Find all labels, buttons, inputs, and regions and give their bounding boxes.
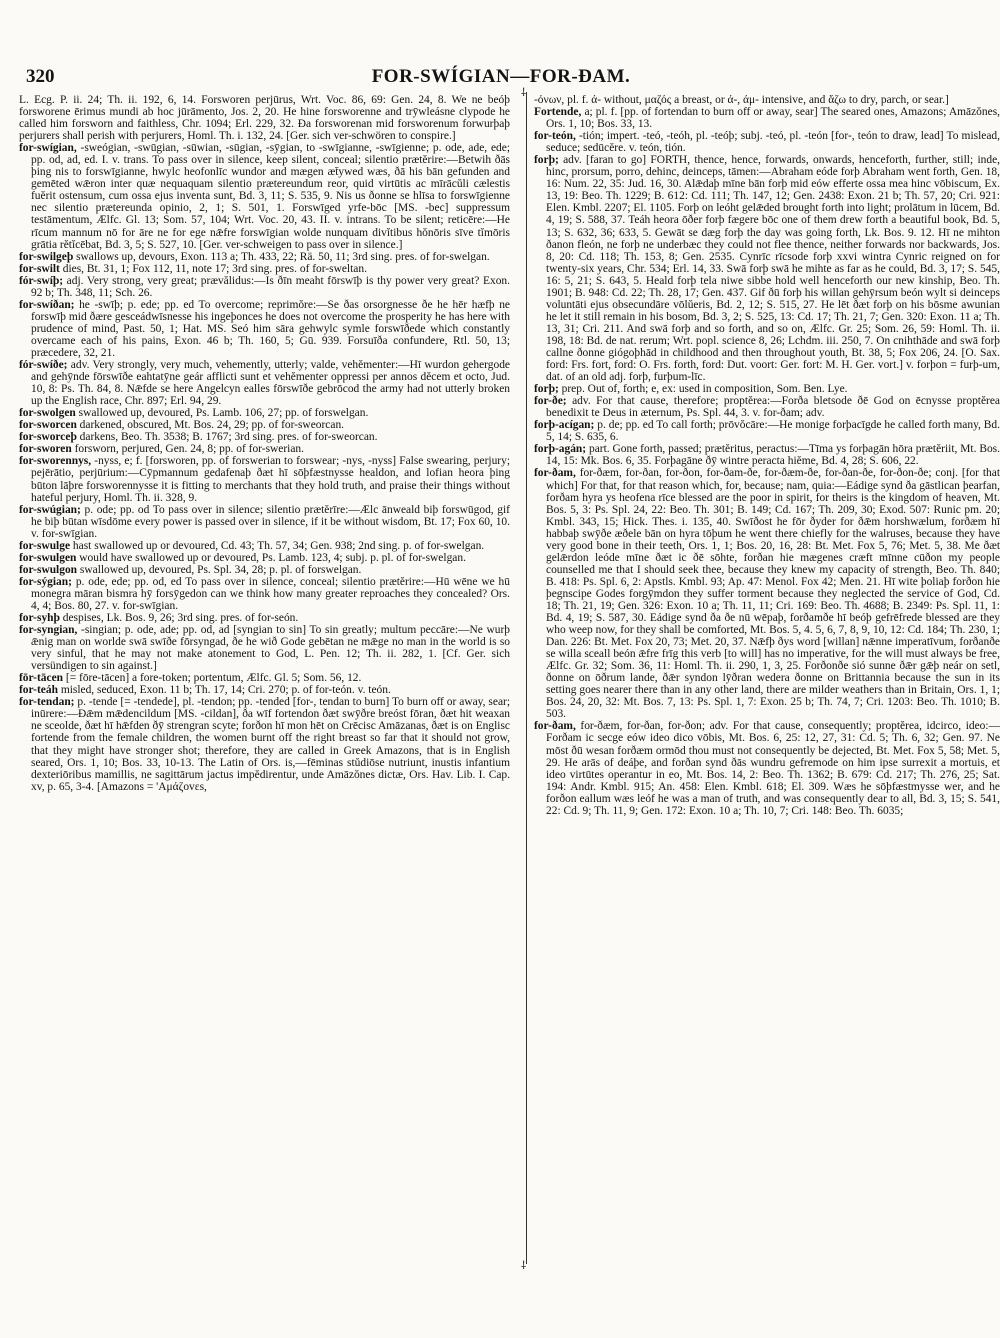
entry-text: -όνων, pl. f. ά- without, μαζός a breast, or ά-, άμ- intensive, and ἅζω to dry, parch, or sear.] [534, 94, 949, 106]
column-rule-bottom-ornament: ⸸ [521, 1260, 527, 1272]
entry-text: for-ðæm, for-ðan, for-ðon, for-ðam-ðe, for-ðæm-ðe, for-ðan-ðe, for-ðon-ðe; conj. [for that which] For that, for that reason which, for, because; nam, quia:—Eádige synd ða gāstlican þearfan, forðam hyra ys heofena rīce blessed are the poor in spirit, for theirs is the kingdom of heaven, Mt. Bos. 5, 3: Ps. Spl. 24, 22: Beo. Th. 301; B. 149; Cd. 167; Th. 209, 30; Exod. 507: Runic pm. 20; Kmbl. 343, 15; Hick. Thes. i. 135, 40. Swīðost he fōr ðyder for ðǣm horshwælum, forðæm hī habbaþ swȳðe æðele bān on hyra tōþum he went there chiefly for the walruses, because they have very good bone in their teeth, Ors. 1, 1; Bos. 20, 16, 28: Bt. Met. Fox 5, 76; Met. 5, 38. Me ðæt gelǣrdon leóde mīne ðæt ic ðē sōhte, forðan hie mægenes cræft mīnne cūðon my people counselled me that I should seek thee, because they knew my capacity of strength, Beo. Th. 840; B. 418: Ps. Spl. 6, 2: Apstls. Kmbl. 93; Ap. 47: Menol. Fox 42; Men. 21. Hī wite þoliaþ forðon hie þegnscipe Godes forgȳmdon they suffer torment because they neglected the service of God, Cd. 18; Th. 21, 19; Gen. 326: Exon. 10 a; Th. 11, 11; Cri. 169: Beo. Th. 4688; B. 2349: Ps. Spl. 11, 1: Bd. 4, 19; S. 587, 30. Eádige synd ða ðe nū wēpaþ, forðamðe hī beóþ gefrēfrede blessed are they who weep now, for they shall be comforted, Mt. Bos. 5, 4. 5, 6, 7, 8, 9, 10, 12: Cd. 184; Th. 230, 1; Dan. 226: Bt. Met. Fox 20, 73; Met. 20, 37. Nǣfþ ðys word [willan] nǣnne imperatīvum, forðanðe se willa sceall beón ǣfre frīg this verb [to will] has no imperative, for the will must always be free, Ælfc. Gr. 32; Som. 36, 11: Homl. Th. ii. 290, 1, 3, 25. Forðonðe sió sunne ðǣr gǣþ neár on setl, ðonne on ōðrum lande, ðǣr syndon lȳðran wedera ðonne on Brittannia because the sun in its setting goes nearer there than in any other land, there are milder weathers than in Britain, Ors. 1, 1; Bos. 24, 20, 32: Mt. Bos. 7, 13: Ps. Spl. 1, 7: Exon. 25 b; Th. 74, 7; Cri. 1203: Beo. Th. 1010; B. 503. [546, 467, 1000, 721]
entry-headword: for-swígian, [19, 142, 77, 155]
dictionary-entry [534, 154, 1000, 383]
entry-text: for-ðæm, for-ðan, for-ðon; adv. For that cause, consequently; proptĕrea, idcirco, ideo:—Forðam ic secge eów ideo dico vōbis, Mt. Bos. 6, 25: 12, 27, 31: Cd. 5; Th. 6, 32; Gen. 97. Ne mōst ðū wesan forðæm ormōd thou must not consequently be dejected, Bt. Met. Fox 5, 58; Met. 5, 29. He arās of deáþe, and forðan synd ðās wundru gefremode on him ipse surrexit a mortuis, et ideo virtūtes operantur in eo, Mt. Bos. 14, 2: Beo. Th. 1362; B. 679: Cd. 217; Th. 276, 25; Sat. 194: Andr. Kmbl. 915; An. 458: Elen. Kmbl. 618; El. 309. Wæs he sōþfæstmysse wer, and he forðon eallum wæs leóf he was a man of truth, and was consequently dear to all, Bd. 3, 15; S. 541, 22: Cd. 9; Th. 11, 9; Gen. 172: Exon. 10 a; Th. 10, 7; Cri. 148: Beo. Th. 6035; [546, 720, 1000, 817]
dictionary-entry [19, 142, 510, 250]
dictionary-entry [534, 383, 1000, 395]
dictionary-entry [19, 251, 510, 263]
entry-headword: for-tendan; [19, 696, 75, 709]
entry-text: swallowed up, devoured, Ps. Lamb. 106, 27; pp. of forswelgan. [78, 407, 369, 420]
dictionary-entry [19, 576, 510, 612]
entry-text: adj. Very strong, very great; prævălidus:—Is ðīn meaht fōrswīþ is thy power very great? Exon. 92 b; Th. 348, 11; Sch. 26. [31, 274, 510, 299]
entry-headword: for-syhþ [19, 612, 60, 625]
entry-text: swallowed up, devoured, Ps. Spl. 34, 28; p. pl. of forswelgan. [79, 563, 362, 576]
entry-headword: fór-swíðe; [19, 359, 68, 372]
entry-text: adv. [faran to go] FORTH, thence, hence, forwards, onwards, henceforth, further, still; inde, hinc, prorsum, porro, dehinc, deinceps, tāmen:—Abraham eóde forþ Abraham went forth, Gen. 18, 16: Num. 22, 35: Jud. 16, 30. Alǣdaþ mīne bān forþ mid eów efferte ossa mea hinc vōbiscum, Ex. 13, 19: Beo. Th. 1229; B. 612: Cd. 111; Th. 147, 12; Gen. 2438: Exon. 21 b; Th. 57, 20; Cri. 921: Elen. Kmbl. 2207; El. 1105. Forþ on leóht gelǣded brought forth into light; prolātum in lūcem, Bd. 4, 19; S. 588, 37. Teáh heora ōðer forþ fægere bōc one of them drew forth a beautiful book, Bd. 5, 13; S. 632, 36; 633, 5. Gewāt se dæg forþ the day was going forth, Lk. Bos. 9. 12. Hī ne mihton ðanon fleón, ne forþ ne underbæc they could not flee thence, neither forwards nor backwards, Jos. 8, 20: Cd. 118; Th. 153, 8; Gen. 2535. Cynrīc rīcsode forþ xxvi wintra Cynric reigned on for twenty-six years, Chr. 534; Erl. 14, 33. Swā forþ swā he mihte as far as he could, Bd. 3, 17; S. 545, 16: 5, 21; S. 643, 5. Heald forþ tela niwe sibbe hold well henceforth our new kinship, Beo. Th. 1901; B. 948: Cd. 22; Th. 28, 17; Gen. 437. Gif ðū forþ his willan gehȳrsum beón wylt si deinceps voluntāti ejus obsecundāre vōlŭeris, Bd. 2, 12; S. 515, 27. He lēt ðæt forþ on his bōsme awunian he let it still remain in his bosom, Bd. 3, 2; S. 525, 13: Cd. 17; Th. 21, 7; Gen. 320: Exon. 11 a; Th. 13, 31; Cri. 211. And swā forþ and so forth, and so on, Ælfc. Gr. 25; Som. 26, 59: Homl. Th. ii. 198, 18: Bd. de nat. rerum; Wrt. popl. science 8, 26; Lchdm. iii. 250, 7. On cnihthāde and swā forþ callne ðonne giógoþhād in childhood and then throughout youth, Bt. 38, 5; Fox 206, 24. [O. Sax. ford: Frs. fort, ford: O. Frs. forth, ford: Dut. voort: Ger. fort: M. H. Ger. vort.] v. forþon = furþ-um, dat. of an old adj. forþ, furþum-līc. [546, 154, 1000, 384]
entry-headword: forþ; [534, 383, 559, 396]
entry-headword: Fortende, [534, 106, 582, 119]
dictionary-entry [19, 696, 510, 792]
entry-text: forsworn, perjured, Gen. 24, 8; pp. of for-swerian. [74, 443, 305, 456]
dictionary-entry [19, 552, 510, 564]
entry-headword: for-teón, [534, 130, 576, 143]
entry-text: prep. Out of, forth; e, ex: used in composition, Som. Ben. Lye. [561, 383, 848, 396]
dictionary-entry [534, 720, 1000, 816]
column-rule [526, 92, 527, 1264]
running-head: FOR-SWÍGIAN—FOR-ÐAM. [371, 66, 631, 87]
entry-text: misled, seduced, Exon. 11 b; Th. 17, 14; Cri. 270; p. of for-teón. v. teón. [60, 684, 391, 697]
entry-headword: for-swulgen [19, 551, 77, 564]
entry-headword: for-teáh [19, 684, 58, 697]
entry-text: darkens, Beo. Th. 3538; B. 1767; 3rd sing. pres. of for-sweorcan. [79, 431, 378, 444]
entry-continuation [534, 94, 1000, 106]
entry-headword: for-sworennys, [19, 455, 92, 468]
entry-headword: for-syngian, [19, 624, 78, 637]
entry-text: [= fōre-tācen] a fore-token; portentum, Ælfc. Gl. 5; Som. 56, 12. [65, 672, 362, 685]
entry-text: p. ode; pp. od To pass over in silence; silentio prætĕrīre:—Ælc ānweald biþ forswūgod, gif he biþ būtan wīsdōme every power is passed over in silence, if it be without wisdom, Bt. 17; Fox 60, 10. v. for-swīgian. [31, 503, 510, 540]
dictionary-entry [19, 299, 510, 359]
entry-text: would have swallowed up or devoured, Ps. Lamb. 123, 4; subj. p. pl. of for-swelgan. [79, 551, 466, 564]
dictionary-entry [19, 684, 510, 696]
dictionary-entry [19, 612, 510, 624]
dictionary-entry [19, 359, 510, 407]
entry-headword: for-sworen [19, 443, 72, 456]
left-column [19, 94, 510, 793]
entry-text: -singian; p. ode, ade; pp. od, ad [syngian to sin] To sin greatly; multum peccāre:—Ne wurþ ǣnig man on worlde swā swīðe fōrsyngad, ðe he wið Gode gebētan ne mǣge no man in the world is so very sinful, that he may not make atonement to God, L. Pen. 12; Th. ii. 282, 1. [Cf. Ger. sich versündigen to sin against.] [31, 624, 511, 673]
column-rule-top-ornament: ⸸ [521, 87, 527, 99]
entry-headword: for-ðam, [534, 467, 576, 480]
entry-text: adv. Very strongly, very much, vehemently, utterly; valde, vehĕmenter:—Hī wurdon gehergode and gehȳnde fōrswīðe eahtatȳne geár afflicti sunt et vehĕmenter oppressi per annos dĕcem et octo, Jud. 10, 8: Ps. Th. 84, 8. Nǣfde se here Angelcyn ealles fōrswīðe gebrōcod the army had not utterly broken up the English race, Chr. 897; Erl. 94, 29. [31, 359, 510, 408]
dictionary-entry [534, 106, 1000, 130]
entry-text: a; pl. f. [pp. of fortendan to burn off or away, sear] The seared ones, Amazons; Amāzŏnes, Ors. 1, 10; Bos. 33, 13. [546, 106, 1000, 131]
entry-headword: for-sworcen [19, 419, 77, 432]
entry-text: dies, Bt. 31, 1; Fox 112, 11, note 17; 3rd sing. pres. of for-sweltan. [62, 262, 367, 275]
entry-headword: for-swolgen [19, 407, 76, 420]
entry-text: p. -tende [= -tendede], pl. -tendon; pp. -tended [for-, tendan to burn] To burn off or away, sear; inūrere:—Ðǣm mǣdencildum [MS. -cildan], ða wīf fortendon ðæt swȳðre breóst fōran, ðæt hit weaxan ne sceolde, ðæt hī hǣfden ðȳ strengran scyte; forðon hī mon hēt on Crēcisc Amāzanas, ðæt is on Englisc fortende from the female children, the women burnt off the right breast so far that it should not grow, that they might have stronger shot; therefore, they are called in Greek Amazons, that is in English seared, Ors. 1, 10; Bos. 33, 10-13. The Latin of Ors. is,—fēminas stŭdiōse nutriunt, inustis infantium dexteriōribus mamillis, ne sagittārum jactus impĕdirentur, unde Amāzŏnes dictæ, Ors. Hav. Lib. I. Cap. xv, p. 65, 3-4. [Amazons = 'Aμάζovεs, [31, 696, 511, 793]
dictionary-entry [534, 395, 1000, 419]
entry-headword: for-swilt [19, 262, 60, 275]
dictionary-entry [19, 275, 510, 299]
entry-headword: for-sworceþ [19, 431, 77, 444]
dictionary-entry [19, 407, 510, 419]
entry-headword: forþ-agán; [534, 443, 587, 456]
entry-headword: for-sýgian; [19, 575, 72, 588]
dictionary-entry [19, 419, 510, 431]
entry-text: adv. For that cause, therefore; proptĕrea:—Forða bletsode ðē God on ēcnysse proptĕrea benedixit te Deus in æternum, Ps. Spl. 44, 3. v. for-ðam; adv. [546, 395, 1000, 420]
dictionary-entry [534, 419, 1000, 443]
entry-headword: forþ; [534, 154, 559, 167]
entry-text: -nyss, e; f. [forsworen, pp. of forswerian to forswear; -nys, -nyss] False swearing, perjury; pejērātio, perjūrium:—Cȳpmannum gedafenaþ ðæt hī sōþfæstnysse healdon, and lofian heora þing būton lāþre forsworennysse it is fitting to merchants that they hold truth, and praise their things without hateful perjury, Homl. Th. ii. 328, 9. [31, 455, 511, 504]
dictionary-entry [19, 564, 510, 576]
entry-headword: for-swíðan; [19, 298, 75, 311]
entry-headword: for-swilgeþ [19, 250, 74, 263]
entry-text: darkened, obscured, Mt. Bos. 24, 29; pp. of for-sweorcan. [79, 419, 345, 432]
right-column [534, 94, 1000, 817]
entry-text: part. Gone forth, passed; prætĕritus, peractus:—Tīma ys forþagān hōra prætĕriit, Mt. Bos. 14, 15: Mk. Bos. 6, 35. Forþagāne ðȳ wintre peracta hiĕme, Bd. 4, 28; S. 606, 22. [546, 443, 1000, 468]
entry-text: hast swallowed up or devoured, Cd. 43; Th. 57, 34; Gen. 938; 2nd sing. p. of for-swelgan. [72, 539, 485, 552]
entry-headword: fōr-tācen [19, 672, 64, 685]
entry-headword: for-swúgian; [19, 503, 81, 516]
page-header [26, 66, 976, 94]
dictionary-entry [534, 130, 1000, 154]
entry-text: swallows up, devours, Exon. 113 a; Th. 433, 22; Rä. 50, 11; 3rd sing. pres. of for-swelgan. [76, 250, 490, 263]
dictionary-entry [19, 263, 510, 275]
entry-headword: for-ðam, [534, 720, 576, 733]
dictionary-entry [19, 455, 510, 503]
entry-continuation [19, 94, 510, 142]
dictionary-entry [534, 467, 1000, 720]
dictionary-entry [19, 443, 510, 455]
entry-text: despises, Lk. Bos. 9, 26; 3rd sing. pres. of for-seón. [62, 612, 299, 625]
dictionary-entry [534, 443, 1000, 467]
entry-text: -sweógian, -swūgian, -sūwian, -sūgian, -sȳgian, to -swīgianne, -swīgienne; p. ode, ade, ede; pp. od, ad, ed. I. v. trans. To pass over in silence, keep silent, conceal; silentio prætĕrire:—Betwih ðās þing nis to forswīgianne, hwylc heofonlīc wundor and mægen æt̄ywed wæs, ðā his bān gefunden and gemēted wǣron inter quæ nequaquam silentio prætereundum reor, quid virtūtis ac mīrācŭli cælestis fuĕrit ostensum, cum ossa ejus inventa sunt, Bd. 3, 11; S. 535, 9. Nis us ðonne se hlīsa to forswīgienne nec silentio prætereunda opinio, 2, 1; S. 501, 1. Forswīged yrfe-bōc [MS. -bec] suppressum testāmentum, Ælfc. Gl. 13; Som. 57, 104; Wrt. Voc. 20, 43. II. v. intrans. To be silent; reticēre:—He rīcum mannum nō for āre ne for ege nǣfre forswīgian wolde nunquam divĭtibus hŏnōris sīve tĭmōris grātia rĕtĭcēbat, Bd. 3, 5; S. 527, 10. [Ger. ver-schweigen to pass over in silence.] [31, 142, 511, 251]
dictionary-entry [19, 431, 510, 443]
dictionary-entry [19, 672, 510, 684]
entry-text: L. Ecg. P. ii. 24; Th. ii. 192, 6, 14. Forsworen perjūrus, Wrt. Voc. 86, 69: Gen. 24, 8. We ne beóþ forsworene ērimus mundi ab hoc jūrāmento, Jos. 2, 20. He hine forsworenne and trȳwleásne clypode he called him forsworn and faithless, Chr. 1094; Erl. 229, 32. Ða forsworenan mid forsworenum forwurþaþ perjurers shall perish with perjurers, Homl. Th. i. 132, 24. [Ger. sich ver-schwören to conspire.] [19, 94, 510, 143]
entry-headword: for-swulgon [19, 563, 78, 576]
entry-headword: for-swulge [19, 539, 71, 552]
dictionary-entry [19, 540, 510, 552]
entry-headword: for-ðe; [534, 395, 567, 408]
entry-text: p. de; pp. ed To call forth; prōvŏcāre:—He monige forþacīgde he called forth many, Bd. 5, 14; S. 635, 6. [546, 419, 1000, 444]
page-number: 320 [26, 66, 55, 87]
entry-text: he -swīþ; p. ede; pp. ed To overcome; reprimŏre:—Se ðas orsorgnesse ðe he hēr hæfþ ne forswīþ mid ðære gesceádwīsnesse his ingeþonces he does not overcome the prosperity he has here with prudence of mind, Past. 50, 1; Hat. MS. Seó him sāra gehwylc symle forswīðede which constantly overcame each of his pains, Exon. 46 b; Th. 160, 5; Gū. 939. Forsuīða confundere, Rtl. 50, 13; præcedere, 32, 21. [31, 298, 511, 359]
entry-headword: forþ-acígan; [534, 419, 595, 432]
entry-text: -tión; impert. -teó, -teóh, pl. -teóþ; subj. -teó, pl. -teón [for-, teón to draw, lead] To mislead, seduce; sedūcĕre. v. teón, tión. [546, 130, 1000, 155]
dictionary-entry [19, 504, 510, 540]
entry-text: p. ode, ede; pp. od, ed To pass over in silence, conceal; silentio prætĕrire:—Hū wēne we hū monegra māran bismra hȳ forsȳgedon can we think how many greater reproaches they concealed? Ors. 4, 4; Bos. 80, 27. v. for-swīgian. [31, 575, 510, 612]
entry-headword: fór-swíþ; [19, 274, 64, 287]
dictionary-entry [19, 624, 510, 672]
